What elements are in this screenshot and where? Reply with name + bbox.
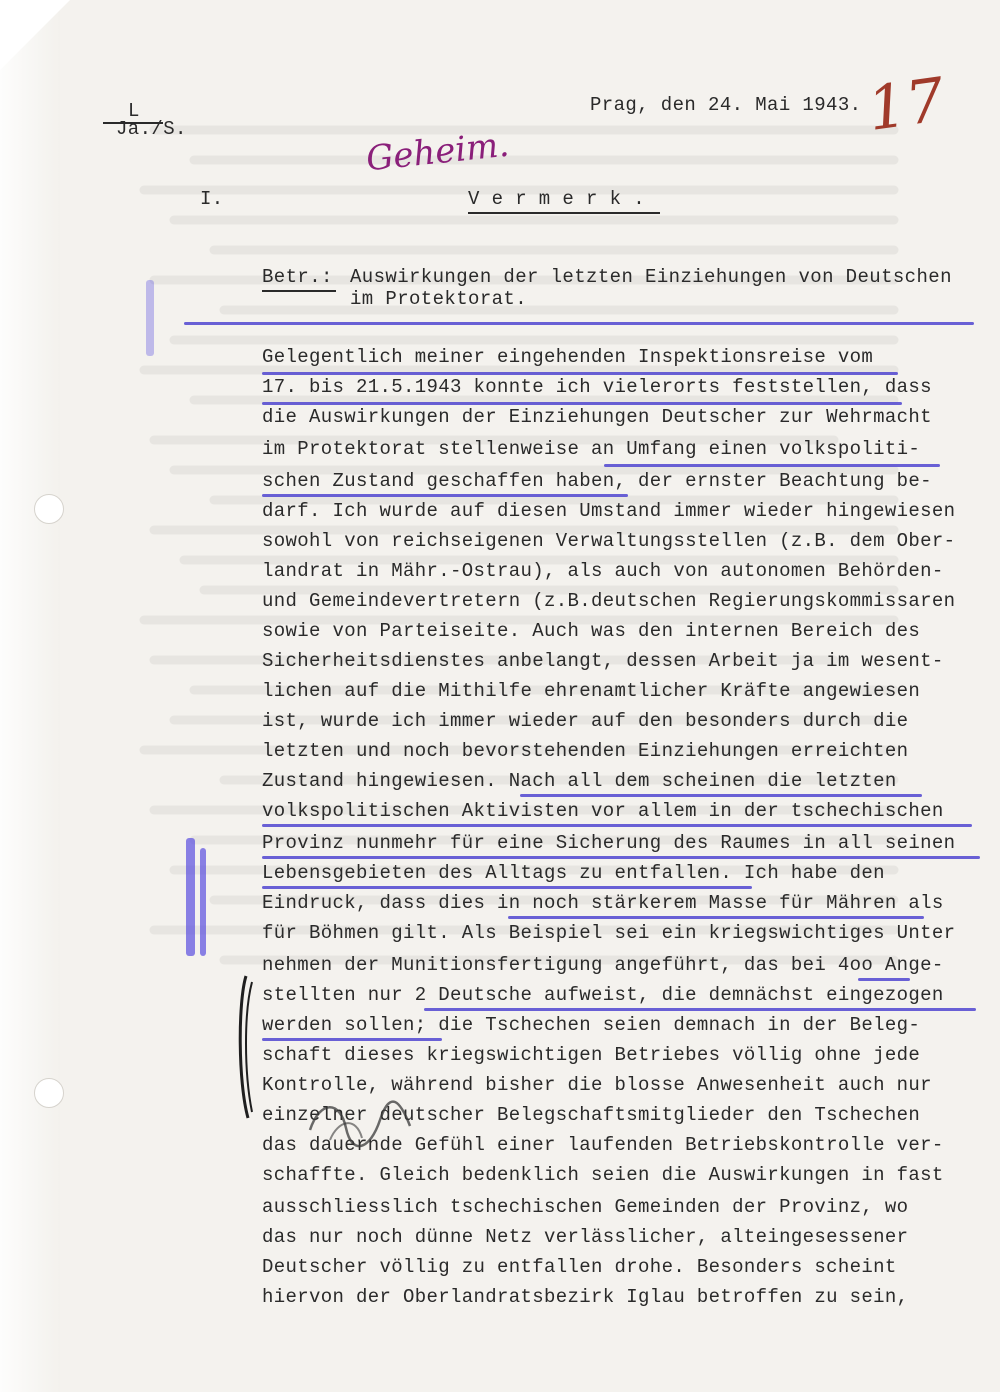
- body-line-5: schen Zustand geschaffen haben, der ernster Beachtung be-: [262, 470, 932, 492]
- body-line-15: Zustand hingewiesen. Nach all dem scheinen die letzten: [262, 770, 897, 792]
- body-line-18: Lebensgebieten des Alltags zu entfallen. Ich habe den: [262, 862, 885, 884]
- body-line-17: Provinz nunmehr für eine Sicherung des Raumes in all seinen: [262, 832, 956, 854]
- body-line-9: und Gemeindevertretern (z.B.deutschen Regierungskommissaren: [262, 590, 956, 612]
- pencil-underline: [262, 886, 752, 889]
- body-line-16: volkspolitischen Aktivisten vor allem in der tschechischen: [262, 800, 944, 822]
- body-line-20: für Böhmen gilt. Als Beispiel sei ein kriegswichtiges Unter: [262, 922, 956, 944]
- body-line-32: hiervon der Oberlandratsbezirk Iglau betroffen zu sein,: [262, 1286, 909, 1308]
- body-line-22: stellten nur 2 Deutsche aufweist, die demnächst eingezogen: [262, 984, 944, 1006]
- subject-label-underline: [262, 290, 336, 292]
- body-line-19: Eindruck, dass dies in noch stärkerem Masse für Mähren als: [262, 892, 944, 914]
- body-line-3: die Auswirkungen der Einziehungen Deutscher zur Wehrmacht: [262, 406, 932, 428]
- pencil-scribble: [300, 1080, 420, 1165]
- body-line-26: einzelner deutscher Belegschaftsmitglieder den Tschechen: [262, 1104, 921, 1126]
- pencil-underline: [262, 402, 902, 405]
- body-line-28: schaffte. Gleich bedenklich seien die Auswirkungen in fast: [262, 1164, 944, 1186]
- body-line-13: ist, wurde ich immer wieder auf den besonders durch die: [262, 710, 909, 732]
- body-line-4: im Protektorat stellenweise an Umfang einen volkspoliti-: [262, 438, 921, 460]
- reference-line-1: L: [128, 100, 140, 122]
- body-line-14: letzten und noch bevorstehenden Einziehungen erreichten: [262, 740, 909, 762]
- subject-line-1: Auswirkungen der letzten Einziehungen von Deutschen: [350, 266, 952, 288]
- pencil-underline: [262, 372, 898, 375]
- pencil-underline: [262, 824, 972, 827]
- body-line-8: landrat in Mähr.-Ostrau), als auch von autonomen Behörden-: [262, 560, 944, 582]
- corner-fold: [0, 0, 70, 70]
- body-line-24: schaft dieses kriegswichtigen Betriebes völlig ohne jede: [262, 1044, 921, 1066]
- margin-pencil-stroke: [146, 280, 154, 356]
- subject-line-2: im Protektorat.: [350, 288, 528, 310]
- body-line-23: werden sollen; die Tschechen seien demnach in der Beleg-: [262, 1014, 921, 1036]
- folio-number: 17: [863, 65, 949, 145]
- pencil-underline: [424, 1008, 976, 1011]
- body-line-6: darf. Ich wurde auf diesen Umstand immer wieder hingewiesen: [262, 500, 956, 522]
- body-line-29: ausschliesslich tschechischen Gemeinden der Provinz, wo: [262, 1196, 909, 1218]
- document-heading: V e r m e r k .: [468, 188, 646, 210]
- punch-hole-top: [34, 494, 64, 524]
- body-line-12: lichen auf die Mithilfe ehrenamtlicher Kräfte angewiesen: [262, 680, 921, 702]
- body-line-1: Gelegentlich meiner eingehenden Inspektionsreise vom: [262, 346, 874, 368]
- secret-stamp: Geheim.: [364, 124, 511, 180]
- body-line-25: Kontrolle, während bisher die blosse Anwesenheit auch nur: [262, 1074, 932, 1096]
- body-line-7: sowohl von reichseigenen Verwaltungsstellen (z.B. dem Ober-: [262, 530, 956, 552]
- margin-highlight-bar: [200, 848, 206, 956]
- pencil-underline: [262, 856, 980, 859]
- pencil-underline: [508, 916, 924, 919]
- pencil-underline: [520, 794, 922, 797]
- subject-highlight-underline: [184, 322, 974, 325]
- margin-highlight-bar: [186, 838, 195, 956]
- margin-ink-bracket: [232, 972, 260, 1127]
- body-line-11: Sicherheitsdienstes anbelangt, dessen Arbeit ja im wesent-: [262, 650, 944, 672]
- page-left-edge: [0, 0, 60, 1392]
- body-line-10: sowie von Parteiseite. Auch was den internen Bereich des: [262, 620, 921, 642]
- pencil-underline: [262, 494, 628, 497]
- pencil-underline: [262, 1038, 442, 1041]
- subject-label: Betr.:: [262, 266, 333, 288]
- punch-hole-bottom: [34, 1078, 64, 1108]
- body-line-27: das dauernde Gefühl einer laufenden Betriebskontrolle ver-: [262, 1134, 944, 1156]
- body-line-2: 17. bis 21.5.1943 konnte ich vielerorts feststellen, dass: [262, 376, 932, 398]
- pencil-underline: [604, 464, 940, 467]
- heading-underline: [468, 212, 660, 214]
- pencil-underline: [858, 978, 910, 981]
- place-date: Prag, den 24. Mai 1943.: [590, 94, 862, 116]
- section-number: I.: [200, 188, 224, 210]
- reference-line-2: Ja./S.: [116, 118, 187, 140]
- body-line-31: Deutscher völlig zu entfallen drohe. Besonders scheint: [262, 1256, 897, 1278]
- body-line-30: das nur noch dünne Netz verlässlicher, alteingesessener: [262, 1226, 909, 1248]
- body-line-21: nehmen der Munitionsfertigung angeführt, das bei 4oo Ange-: [262, 954, 944, 976]
